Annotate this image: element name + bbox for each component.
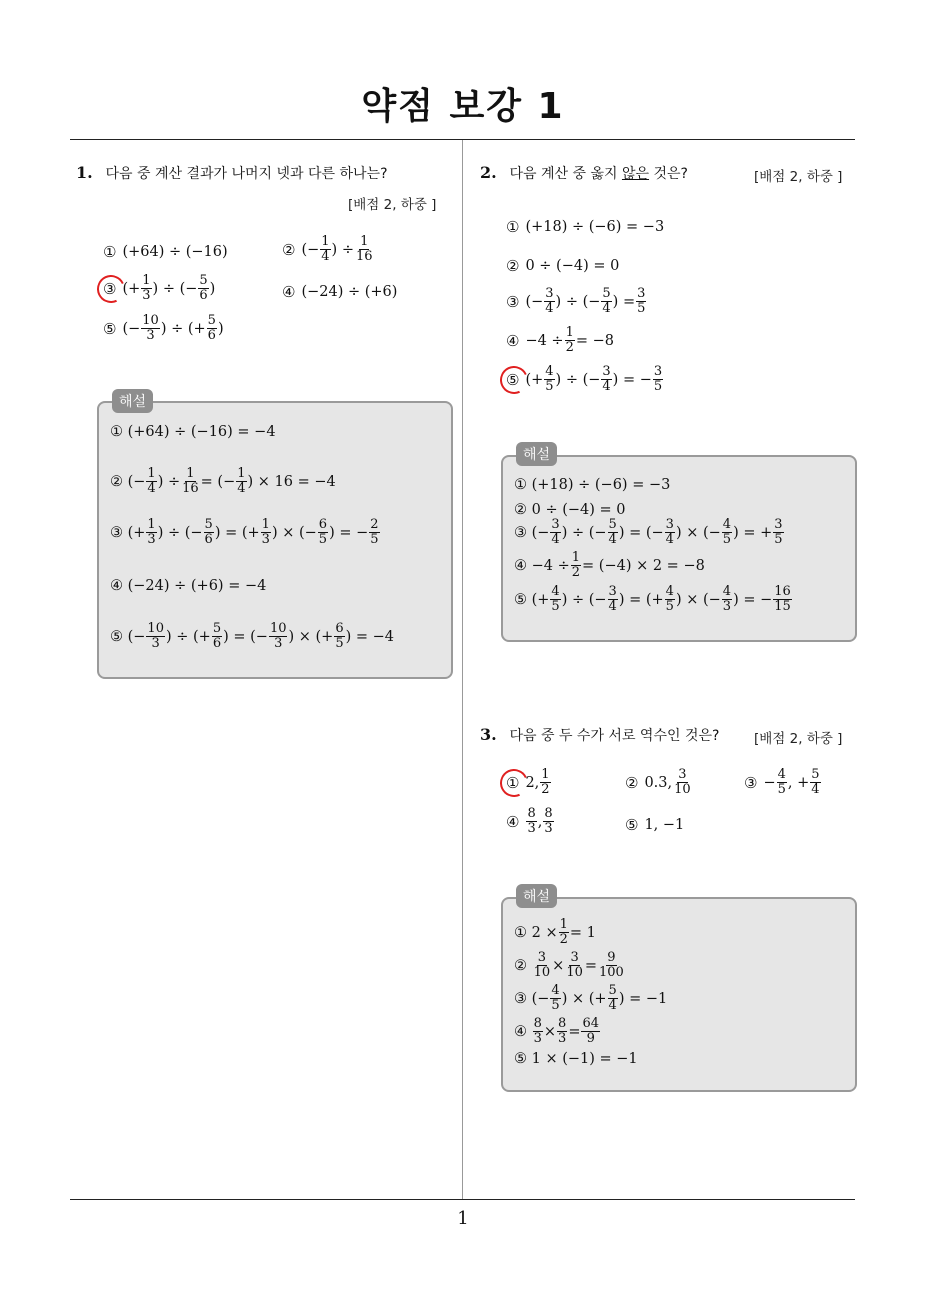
bottom-rule: [70, 1199, 855, 1200]
q2-explain-line-3: ③ (− $\frac{3}{4}$ ) ÷ (− $\frac{5}{4}$ ) = (− $\frac{3}{4}$ ) × (− $\frac{4}{5}$ ) = + $\frac{3}{5}$: [514, 517, 783, 547]
q1-explain-line-2: ② (− $\frac{1}{4}$ ) ÷ $\frac{1}{16}$ = (− $\frac{1}{4}$ ) × 16 = −4: [110, 466, 336, 496]
q2-option-3[interactable]: ③ (− $\frac{3}{4}$ ) ÷ (− $\frac{5}{4}$ ) = $\frac{3}{5}$: [506, 286, 646, 316]
q3-explain-line-2: ② $\frac{3}{10}$ × $\frac{3}{10}$ = $\frac{9}{100}$: [514, 950, 624, 980]
option-number: ④: [282, 283, 296, 301]
question-2-number: 2.: [480, 163, 497, 182]
q2-explain-line-1: ① (+18) ÷ (−6) = −3: [514, 477, 671, 493]
q1-option-3[interactable]: ③ (+ $\frac{1}{3}$ ) ÷ (− $\frac{5}{6}$ ): [103, 273, 216, 303]
page-title: 약점 보강 1: [361, 86, 565, 127]
option-number: ②: [282, 240, 296, 259]
question-1-text: 다음 중 계산 결과가 나머지 넷과 다른 하나는?: [105, 166, 388, 182]
q1-explanation-label: 해설: [112, 389, 153, 413]
q3-explain-line-5: ⑤ 1 × (−1) = −1: [514, 1051, 638, 1067]
option-number-marked: ③: [103, 279, 117, 298]
q1-explain-line-1: ① (+64) ÷ (−16) = −4: [110, 424, 276, 440]
q1-explain-line-5: ⑤ (− $\frac{10}{3}$ ) ÷ (+ $\frac{5}{6}$ ) = (− $\frac{10}{3}$ ) × (+ $\frac{6}{5}$ ) = −4: [110, 621, 395, 651]
q2-option-5[interactable]: ⑤ (+ $\frac{4}{5}$ ) ÷ (− $\frac{3}{4}$ ) = − $\frac{3}{5}$: [506, 364, 663, 394]
q2-explain-line-4: ④ −4 ÷ $\frac{1}{2}$ = (−4) × 2 = −8: [514, 550, 705, 580]
q3-option-3[interactable]: ③ − $\frac{4}{5}$ , + $\frac{5}{4}$: [744, 767, 820, 797]
option-number-marked: ①: [506, 773, 520, 792]
q3-explain-line-1: ① 2 × $\frac{1}{2}$ = 1: [514, 917, 596, 947]
q3-option-4[interactable]: ④ $\frac{8}{3}$ , $\frac{8}{3}$: [506, 806, 553, 836]
question-2-meta: [배점 2, 하중 ]: [754, 169, 843, 185]
q1-option-4[interactable]: ④ (−24) ÷ (+6): [282, 283, 398, 301]
option-number: ①: [103, 243, 117, 261]
question-3-header: [480, 725, 719, 745]
q2-explain-line-2: ② 0 ÷ (−4) = 0: [514, 502, 626, 518]
column-divider: [462, 140, 463, 1200]
option-number-marked: ⑤: [506, 370, 520, 389]
q1-option-1[interactable]: ① (+64) ÷ (−16): [103, 243, 228, 261]
question-1-number: 1.: [76, 163, 93, 182]
q1-explain-line-3: ③ (+ $\frac{1}{3}$ ) ÷ (− $\frac{5}{6}$ ) = (+ $\frac{1}{3}$ ) × (− $\frac{6}{5}$ ) = − $\frac{2}{5}$: [110, 517, 379, 547]
q1-option-2[interactable]: ② (− $\frac{1}{4}$ ) ÷ $\frac{1}{16}$: [282, 234, 373, 264]
q3-explain-line-4: ④ $\frac{8}{3}$ × $\frac{8}{3}$ = $\frac{64}{9}$: [514, 1016, 600, 1046]
question-2-text: 다음 계산 중 옳지 않은 것은?: [509, 166, 688, 182]
question-2-header: [480, 163, 688, 183]
q3-explanation-label: 해설: [516, 884, 557, 908]
page-number: 1: [457, 1208, 469, 1229]
option-number: ⑤: [103, 319, 117, 338]
q2-option-1[interactable]: ① (+18) ÷ (−6) = −3: [506, 218, 665, 236]
q2-option-4[interactable]: ④ −4 ÷ $\frac{1}{2}$ = −8: [506, 325, 615, 355]
q2-option-2[interactable]: ② 0 ÷ (−4) = 0: [506, 257, 620, 275]
q2-explain-line-5: ⑤ (+ $\frac{4}{5}$ ) ÷ (− $\frac{3}{4}$ ) = (+ $\frac{4}{5}$ ) × (− $\frac{4}{3}$ ) = − $\frac{16}{15}$: [514, 584, 791, 614]
q3-option-2[interactable]: ② 0.3, $\frac{3}{10}$: [625, 767, 691, 797]
question-3-text: 다음 중 두 수가 서로 역수인 것은?: [509, 728, 720, 744]
question-3-number: 3.: [480, 725, 497, 744]
q2-explanation-label: 해설: [516, 442, 557, 466]
q3-explain-line-3: ③ (− $\frac{4}{5}$ ) × (+ $\frac{5}{4}$ ) = −1: [514, 983, 668, 1013]
question-1-meta: [배점 2, 하중 ]: [348, 197, 437, 213]
q1-option-5[interactable]: ⑤ (− $\frac{10}{3}$ ) ÷ (+ $\frac{5}{6}$ ): [103, 313, 224, 343]
question-3-meta: [배점 2, 하중 ]: [754, 731, 843, 747]
q3-option-5[interactable]: ⑤ 1, −1: [625, 816, 685, 834]
question-1-header: [76, 163, 388, 183]
q3-option-1[interactable]: ① 2, $\frac{1}{2}$: [506, 767, 550, 797]
q1-explain-line-4: ④ (−24) ÷ (+6) = −4: [110, 578, 267, 594]
